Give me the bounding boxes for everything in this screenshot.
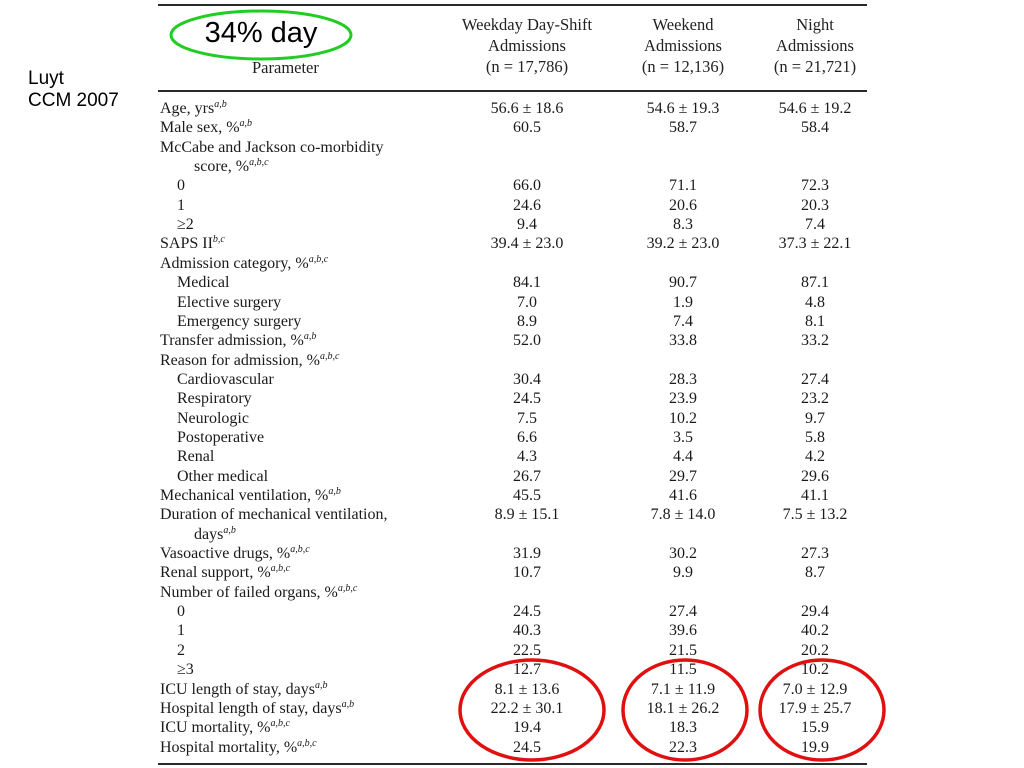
cell-weekday-day-shift: 12.7: [513, 661, 541, 679]
cell-night: 7.5 ± 13.2: [782, 506, 848, 524]
cell-weekend: 71.1: [669, 177, 697, 195]
row-label-footnote: a,b: [223, 524, 236, 536]
cell-night: 5.8: [805, 428, 825, 446]
cell-weekend: 21.5: [669, 641, 697, 659]
header-col1-line3: (n = 17,786): [485, 57, 569, 76]
cell-weekend: 8.3: [673, 216, 693, 234]
row-label-text: Vasoactive drugs, %: [160, 545, 291, 563]
cell-weekday-day-shift: 40.3: [513, 622, 541, 640]
cell-weekend: 3.5: [673, 428, 693, 446]
cell-weekend: 11.5: [669, 661, 697, 679]
cell-weekday-day-shift: 52.0: [513, 332, 541, 350]
cell-weekday-day-shift: 24.6: [513, 196, 541, 214]
cell-weekday-day-shift: 8.1 ± 13.6: [494, 680, 560, 698]
row-label-text: ICU mortality, %: [160, 719, 271, 737]
cell-weekday-day-shift: 66.0: [513, 177, 541, 195]
cell-weekend: 7.8 ± 14.0: [650, 506, 716, 524]
callout-text: 34% day: [204, 17, 318, 49]
cell-night: 4.8: [805, 293, 825, 311]
cell-weekend: 58.7: [669, 119, 697, 137]
cell-night: 33.2: [801, 332, 829, 350]
cell-night: 54.6 ± 19.2: [778, 100, 852, 117]
cell-weekday-day-shift: 31.9: [513, 545, 541, 563]
cell-night: 10.2: [801, 661, 829, 679]
weekend-outcomes-circle: [623, 660, 747, 760]
row-label-footnote: a,b: [214, 99, 227, 110]
header-parameter: Parameter: [252, 58, 319, 77]
night-outcomes-circle: [760, 660, 884, 760]
header-col1-line2: Admissions: [488, 36, 566, 55]
cell-night: 8.7: [805, 564, 825, 582]
row-label-footnote: b,c: [212, 234, 225, 246]
row-label-footnote: a,b: [303, 331, 317, 343]
cell-weekday-day-shift: 9.4: [517, 216, 537, 234]
cell-weekend: 39.2 ± 23.0: [646, 235, 720, 253]
cell-night: 29.4: [801, 603, 829, 621]
row-label-text: SAPS II: [160, 235, 213, 253]
row-label-text: Emergency surgery: [177, 312, 302, 330]
cell-weekday-day-shift: 7.5: [517, 409, 537, 427]
cell-weekday-day-shift: 19.4: [513, 719, 541, 737]
cell-weekday-day-shift: 24.5: [513, 738, 541, 756]
row-label-text: Hospital mortality, %: [160, 738, 298, 756]
cell-weekend: 22.3: [669, 738, 697, 756]
cell-weekend: 9.9: [673, 564, 693, 582]
header-col2-line3: (n = 12,136): [641, 57, 725, 76]
row-label-text: Transfer admission, %: [160, 332, 304, 350]
cell-night: 19.9: [801, 738, 829, 756]
header-col2-line2: Admissions: [644, 36, 722, 55]
cell-weekday-day-shift: 8.9: [517, 312, 537, 330]
cell-weekend: 10.2: [669, 409, 697, 427]
header-col1-line1: Weekday Day-Shift: [461, 15, 593, 34]
row-label-footnote: a,b,c: [337, 582, 358, 594]
header-col3-line1: Night: [796, 15, 834, 34]
cell-weekday-day-shift: 10.7: [513, 564, 541, 582]
row-label-footnote: a,b,c: [297, 737, 317, 749]
row-label-text: score, %: [194, 158, 250, 176]
cell-night: 29.6: [801, 467, 829, 485]
row-label-footnote: a,b: [239, 118, 253, 130]
cell-weekday-day-shift: 4.3: [517, 448, 537, 466]
cell-weekday-day-shift: 26.7: [513, 467, 541, 485]
cell-weekday-day-shift: 39.4 ± 23.0: [490, 235, 564, 253]
cell-night: 27.3: [801, 545, 829, 563]
cell-night: 37.3 ± 22.1: [778, 235, 852, 253]
cell-weekend: 90.7: [669, 274, 697, 292]
row-label-text: Renal: [177, 448, 215, 466]
cell-night: 87.1: [801, 274, 829, 292]
row-label-text: McCabe and Jackson co-morbidity: [160, 138, 384, 156]
row-label-text: Admission category, %: [160, 254, 309, 272]
cell-weekday-day-shift: 22.5: [513, 641, 541, 659]
cell-night: 72.3: [801, 177, 829, 195]
cell-night: 58.4: [801, 119, 829, 137]
cell-weekend: 27.4: [669, 603, 697, 621]
cell-weekend: 30.2: [669, 545, 697, 563]
header-col3-line3: (n = 21,721): [773, 57, 857, 76]
cell-weekday-day-shift: 56.6 ± 18.6: [490, 100, 564, 117]
citation-journal-year: CCM 2007: [28, 90, 119, 111]
row-label-text: days: [194, 525, 224, 543]
cell-night: 20.3: [801, 196, 829, 214]
cell-weekend: 23.9: [669, 390, 697, 408]
row-label-text: ≥3: [177, 661, 194, 679]
header-col3-line2: Admissions: [776, 36, 854, 55]
cell-night: 8.1: [805, 312, 825, 330]
row-label-text: Elective surgery: [177, 293, 282, 311]
cell-night: 15.9: [801, 719, 829, 737]
cell-weekend: 29.7: [669, 467, 697, 485]
row-label-footnote: a,b,c: [270, 563, 291, 575]
cell-weekend: 20.6: [669, 196, 697, 214]
row-label-footnote: a,b,c: [319, 350, 340, 362]
row-label-text: Age, yrs: [160, 100, 215, 117]
row-label-text: Medical: [177, 274, 230, 292]
cell-weekend: 7.1 ± 11.9: [650, 680, 716, 698]
cell-weekday-day-shift: 24.5: [513, 603, 541, 621]
row-label-footnote: a,b,c: [249, 157, 269, 169]
row-label-text: Renal support, %: [160, 564, 271, 582]
row-label-text: Respiratory: [177, 390, 252, 408]
row-label-text: 0: [177, 177, 185, 195]
cell-night: 4.2: [805, 448, 825, 466]
row-label-footnote: a,b,c: [290, 544, 310, 556]
cell-night: 7.0 ± 12.9: [782, 680, 848, 698]
cell-weekend: 7.4: [673, 312, 693, 330]
row-label-footnote: a,b,c: [270, 718, 290, 730]
cell-night: 20.2: [801, 641, 829, 659]
cell-weekend: 54.6 ± 19.3: [646, 100, 720, 117]
cell-night: 23.2: [801, 390, 829, 408]
row-label-text: 2: [177, 641, 185, 659]
cell-night: 7.4: [805, 216, 825, 234]
cell-night: 27.4: [801, 370, 829, 388]
cell-weekend: 41.6: [669, 487, 697, 504]
cell-weekday-day-shift: 7.0: [517, 293, 537, 311]
cell-weekend: 18.3: [669, 719, 697, 737]
row-label-footnote: a,b: [328, 486, 341, 497]
row-label-text: 1: [177, 622, 185, 640]
row-label-text: ICU length of stay, days: [160, 680, 315, 698]
row-label-text: 0: [177, 603, 185, 621]
cell-night: 9.7: [805, 409, 825, 427]
row-label-footnote: a,b: [314, 679, 328, 691]
cell-weekday-day-shift: 6.6: [517, 428, 537, 446]
citation-author: Luyt: [28, 68, 64, 89]
cell-night: 40.2: [801, 622, 829, 640]
row-label-text: Mechanical ventilation, %: [160, 487, 329, 504]
row-label-text: 1: [177, 196, 185, 214]
cell-weekday-day-shift: 45.5: [513, 487, 541, 504]
cell-weekday-day-shift: 22.2 ± 30.1: [490, 699, 564, 717]
cell-weekend: 18.1 ± 26.2: [646, 699, 720, 717]
cell-night: 41.1: [801, 487, 829, 504]
cell-weekday-day-shift: 30.4: [513, 370, 541, 388]
header-col2-line1: Weekend: [652, 15, 714, 34]
row-label-text: Reason for admission, %: [160, 351, 320, 369]
cell-weekend: 33.8: [669, 332, 697, 350]
row-label-text: ≥2: [177, 216, 194, 234]
row-label-text: Number of failed organs, %: [160, 583, 338, 601]
cell-weekend: 4.4: [673, 448, 693, 466]
cell-weekend: 1.9: [673, 293, 693, 311]
row-label-text: Duration of mechanical ventilation,: [160, 506, 388, 524]
row-label-text: Hospital length of stay, days: [160, 699, 342, 717]
cell-weekend: 39.6: [669, 622, 697, 640]
cell-weekday-day-shift: 8.9 ± 15.1: [494, 506, 560, 524]
row-label-footnote: a,b,c: [308, 253, 329, 265]
cell-weekday-day-shift: 60.5: [513, 119, 541, 137]
row-label-text: Male sex, %: [160, 119, 240, 137]
row-label-text: Neurologic: [177, 409, 249, 427]
cell-weekday-day-shift: 84.1: [513, 274, 541, 292]
cell-weekend: 28.3: [669, 370, 697, 388]
cell-night: 17.9 ± 25.7: [778, 699, 852, 717]
row-label-text: Postoperative: [177, 428, 265, 446]
row-label-text: Cardiovascular: [177, 370, 274, 388]
weekday-outcomes-circle: [460, 660, 604, 760]
row-label-footnote: a,b: [341, 698, 355, 710]
cell-weekday-day-shift: 24.5: [513, 390, 541, 408]
row-label-text: Other medical: [177, 467, 269, 485]
